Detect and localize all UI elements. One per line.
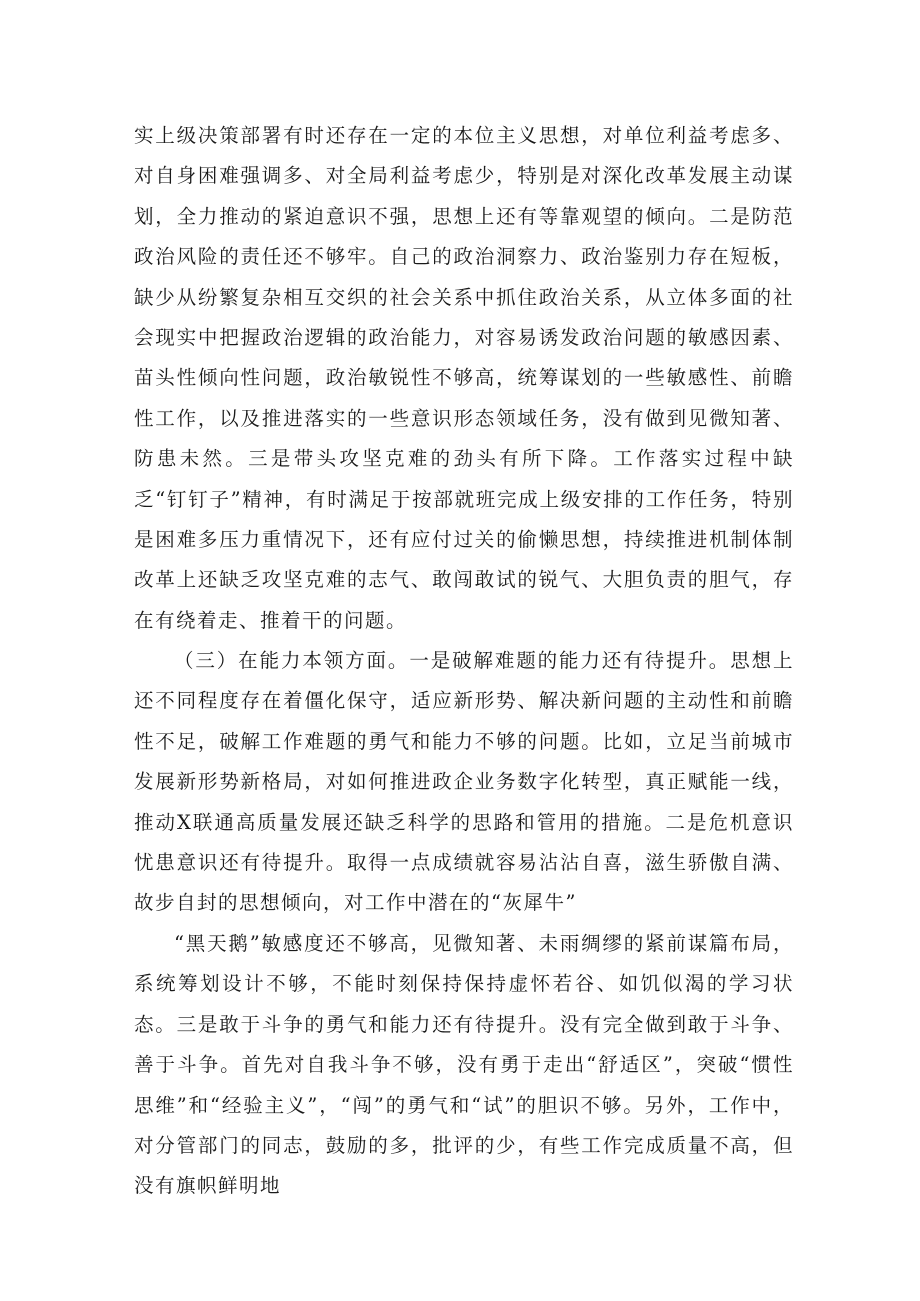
body-paragraph: 实上级决策部署有时还存在一定的本位主义思想，对单位利益考虑多、对自身困难强调多、对全局利益考虑少，特别是对深化改革发展主动谋划，全力推动的紧迫意识不强，思想上还有等靠观望的倾向。二是防范政治风险的责任还不够牢。自己的政治洞察力、政治鉴别力存在短板，缺少从纷繁复杂相互交织的社会关系中抓住政治关系，从立体多面的社会现实中把握政治逻辑的政治能力，对容易诱发政治问题的敏感因素、苗头性倾向性问题，政治敏锐性不够高，统筹谋划的一些敏感性、前瞻性工作，以及推进落实的一些意识形态领域任务，没有做到见微知著、防患未然。三是带头攻坚克难的劲头有所下降。工作落实过程中缺乏“钉钉子”精神，有时满足于按部就班完成上级安排的工作任务，特别是困难多压力重情况下，还有应付过关的偷懒思想，持续推进机制体制改革上还缺乏攻坚克难的志气、敢闯敢试的锐气、大胆负责的胆气，存在有绕着走、推着干的问题。 (134, 124, 794, 632)
body-paragraph: （三）在能力本领方面。一是破解难题的能力还有待提升。思想上还不同程度存在着僵化保守，适应新形势、解决新问题的主动性和前瞻性不足，破解工作难题的勇气和能力不够的问题。比如，立足当前城市发展新形势新格局，对如何推进政企业务数字化转型，真正赋能一线，推动X联通高质量发展还缺乏科学的思路和管用的措施。二是危机意识忧患意识还有待提升。取得一点成绩就容易沾沾自喜，滋生骄傲自满、故步自封的思想倾向，对工作中潜在的“灰犀牛” (134, 649, 794, 915)
body-paragraph: “黑天鹅”敏感度还不够高，见微知著、未雨绸缪的紧前谋篇布局，系统筹划设计不够，不能时刻保持保持虚怀若谷、如饥似渴的学习状态。三是敢于斗争的勇气和能力还有待提升。没有完全做到敢于斗争、善于斗争。首先对自我斗争不够，没有勇于走出“舒适区”，突破“惯性思维”和“经验主义”，“闯”的勇气和“试”的胆识不够。另外，工作中，对分管部门的同志，鼓励的多，批评的少，有些工作完成质量不高，但没有旗帜鲜明地 (134, 932, 794, 1198)
